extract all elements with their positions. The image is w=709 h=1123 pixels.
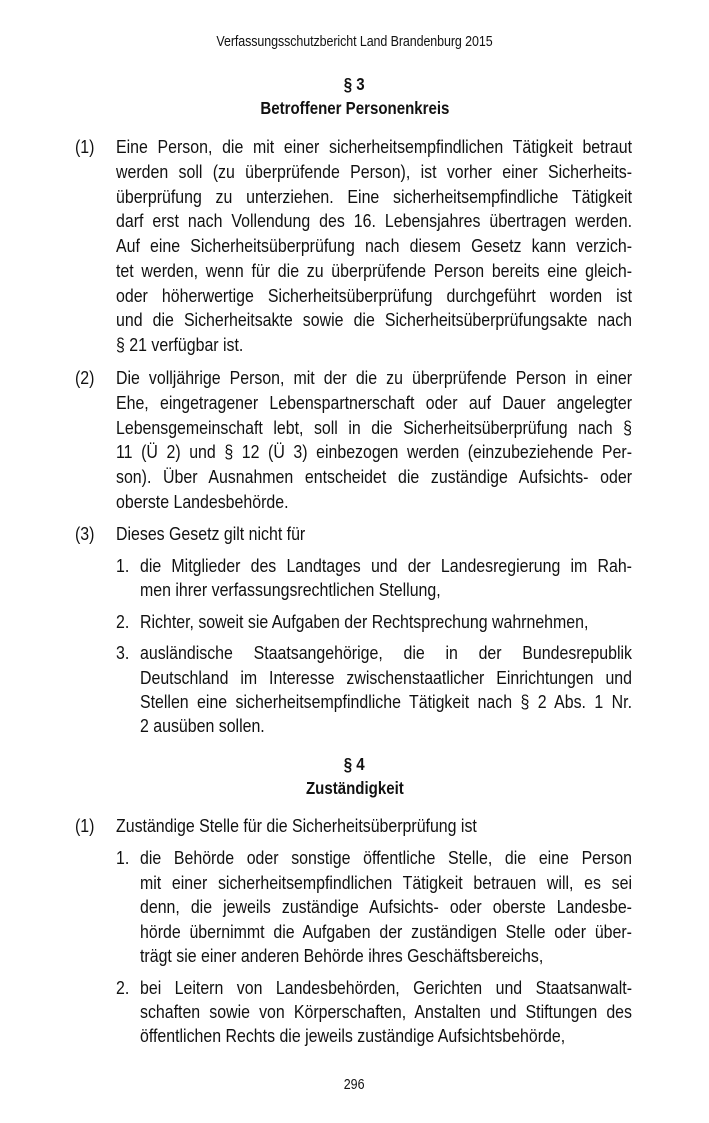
- section-title: Betroffener Personenkreis: [259, 98, 450, 118]
- text-line: öffentlichen Rechts die jeweils zuständige Aufsichtsbehörde,: [140, 1025, 566, 1046]
- section-number: § 4: [344, 754, 365, 774]
- text-line: tet werden, wenn für die zu überprüfende Person bereits eine gleich-: [116, 260, 632, 281]
- text-line: die Mitglieder des Landtages und der Landesregierung im Rah-: [140, 555, 632, 576]
- item-label: 3.: [116, 642, 130, 663]
- text-line: Deutschland im Interesse zwischenstaatlicher Einrichtungen und: [140, 667, 632, 688]
- page-number: 296: [344, 1077, 365, 1093]
- text-line: men ihrer verfassungsrechtlichen Stellung,: [140, 579, 441, 600]
- item-label: 1.: [116, 555, 130, 576]
- text-line: trägt sie einer anderen Behörde ihres Geschäftsbereichs,: [140, 945, 544, 966]
- paragraph-label: (1): [75, 136, 95, 157]
- text-line: mit einer sicherheitsempfindlichen Tätigkeit betrauen will, es sei: [140, 872, 632, 893]
- text-line: hörde übernimmt die Aufgaben der zuständigen Stelle oder über-: [140, 921, 632, 942]
- text-line: bei Leitern von Landesbehörden, Gerichten und Staatsanwalt-: [140, 977, 632, 998]
- text-line: darf erst nach Vollendung des 16. Lebensjahres übertragen werden.: [116, 210, 632, 231]
- text-line: § 21 verfügbar ist.: [116, 334, 244, 355]
- text-line: 2 ausüben sollen.: [140, 715, 265, 736]
- text-line: son). Über Ausnahmen entscheidet die zuständige Aufsichts- oder: [116, 466, 632, 487]
- text-line: 11 (Ü 2) und § 12 (Ü 3) einbezogen werden (einzubeziehende Per-: [116, 441, 632, 462]
- text-line: ausländische Staatsangehörige, die in der Bundesrepublik: [140, 642, 632, 663]
- paragraph-intro: Zuständige Stelle für die Sicherheitsüberprüfung ist: [116, 815, 477, 836]
- text-line: schaften sowie von Körperschaften, Anstalten und Stiftungen des: [140, 1001, 632, 1022]
- item-label: 2.: [116, 611, 130, 632]
- section-number: § 3: [344, 74, 365, 94]
- text-line: Die volljährige Person, mit der die zu überprüfende Person in einer: [116, 367, 632, 388]
- text-line: Richter, soweit sie Aufgaben der Rechtsprechung wahrnehmen,: [140, 611, 589, 632]
- text-line: denn, die jeweils zuständige Aufsichts- oder oberste Landesbe-: [140, 896, 632, 917]
- section-title: Zuständigkeit: [305, 778, 404, 798]
- paragraph-label: (3): [75, 523, 95, 544]
- text-line: Stellen eine sicherheitsempfindliche Tätigkeit nach § 2 Abs. 1 Nr.: [140, 691, 632, 712]
- text-line: Auf eine Sicherheitsüberprüfung nach diesem Gesetz kann verzich-: [116, 235, 632, 256]
- text-line: oberste Landesbehörde.: [116, 491, 289, 512]
- running-header: Verfassungsschutzbericht Land Brandenburg 2015: [216, 34, 493, 50]
- text-line: die Behörde oder sonstige öffentliche Stelle, die eine Person: [140, 847, 632, 868]
- text-line: Lebensgemeinschaft lebt, soll in die Sicherheitsüberprüfung nach §: [116, 417, 632, 438]
- text-line: überprüfung zu unterziehen. Eine sicherheitsempfindliche Tätigkeit: [116, 186, 632, 207]
- text-line: oder höherwertige Sicherheitsüberprüfung durchgeführt worden ist: [116, 285, 632, 306]
- item-label: 1.: [116, 847, 130, 868]
- text-line: Ehe, eingetragener Lebenspartnerschaft oder auf Dauer angelegter: [116, 392, 632, 413]
- paragraph-intro: Dieses Gesetz gilt nicht für: [116, 523, 306, 544]
- paragraph-label: (2): [75, 367, 95, 388]
- item-label: 2.: [116, 977, 130, 998]
- text-line: werden soll (zu überprüfende Person), ist vorher einer Sicherheits-: [116, 161, 632, 182]
- paragraph-label: (1): [75, 815, 95, 836]
- text-line: Eine Person, die mit einer sicherheitsempfindlichen Tätigkeit betraut: [116, 136, 632, 157]
- text-line: und die Sicherheitsakte sowie die Sicherheitsüberprüfungsakte nach: [116, 309, 632, 330]
